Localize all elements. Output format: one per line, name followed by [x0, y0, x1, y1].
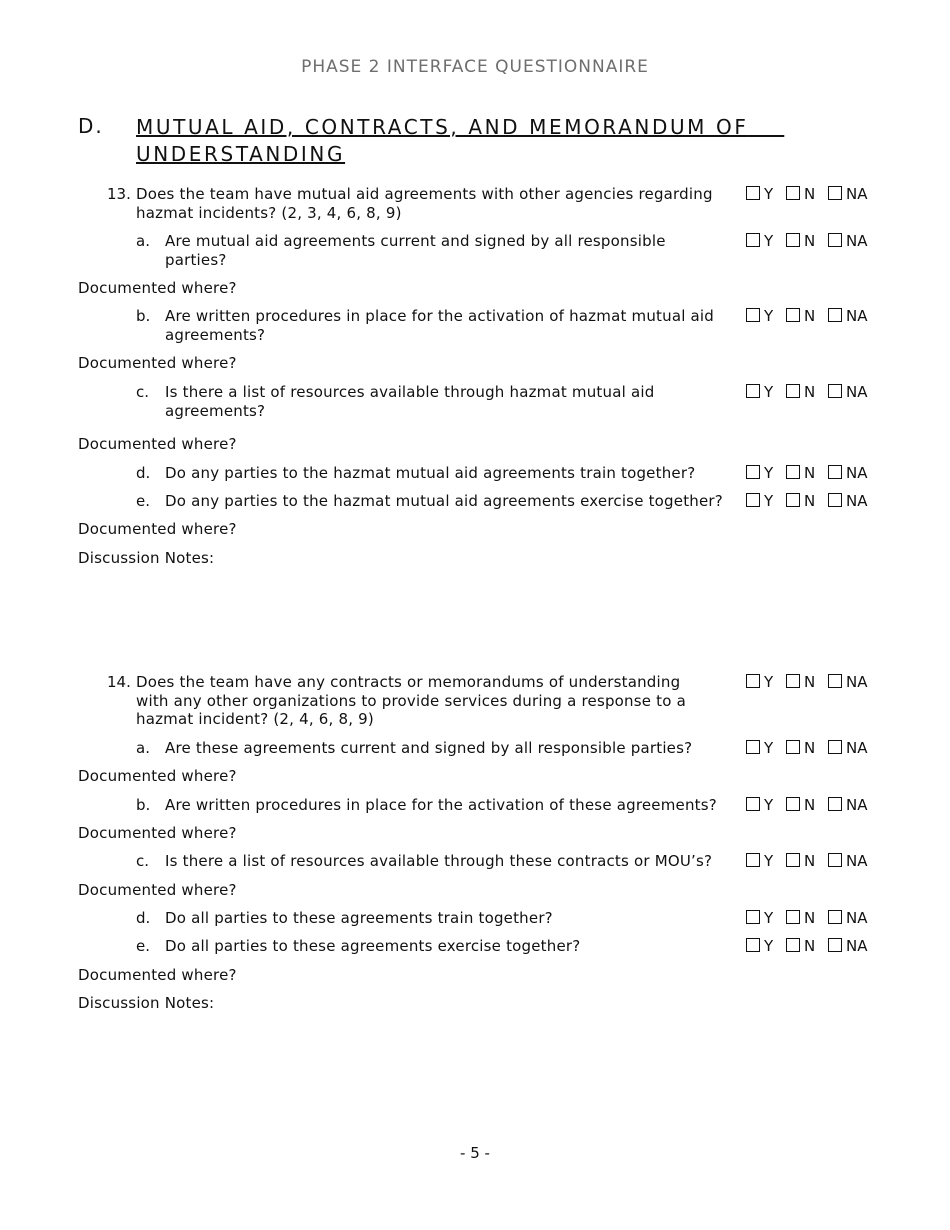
question-14-number: 14.	[107, 673, 131, 691]
na-checkbox[interactable]	[828, 797, 842, 811]
yes-label: Y	[764, 307, 774, 325]
na-label: NA	[846, 796, 868, 814]
page-header: PHASE 2 INTERFACE QUESTIONNAIRE	[301, 57, 649, 77]
sub-letter: e.	[136, 937, 150, 955]
no-checkbox[interactable]	[786, 910, 800, 924]
no-label: N	[804, 492, 816, 510]
sub-letter: a.	[136, 232, 150, 250]
question-14-text: Does the team have any contracts or memorandums of understanding with any other organizations to provide services during a response to a hazmat incident? (2, 4, 6, 8, 9)	[136, 673, 686, 728]
na-label: NA	[846, 383, 868, 401]
na-checkbox[interactable]	[828, 674, 842, 688]
yes-checkbox[interactable]	[746, 674, 760, 688]
na-checkbox[interactable]	[828, 308, 842, 322]
yes-checkbox[interactable]	[746, 493, 760, 507]
yes-checkbox[interactable]	[746, 740, 760, 754]
sub-letter: c.	[136, 852, 150, 870]
page-number: - 5 -	[460, 1144, 490, 1162]
no-label: N	[804, 937, 816, 955]
na-label: NA	[846, 909, 868, 927]
sub-question-text: Do any parties to the hazmat mutual aid agreements train together?	[165, 464, 696, 482]
discussion-notes-label: Discussion Notes:	[78, 994, 215, 1012]
question-13-text: Does the team have mutual aid agreements with other agencies regarding hazmat incidents? (2, 3, 4, 6, 8, 9)	[136, 185, 713, 222]
sub-letter: a.	[136, 739, 150, 757]
yn-options	[746, 232, 876, 250]
no-checkbox[interactable]	[786, 938, 800, 952]
no-label: N	[804, 307, 816, 325]
sub-letter: e.	[136, 492, 150, 510]
yes-label: Y	[764, 673, 774, 691]
no-label: N	[804, 232, 816, 250]
na-checkbox[interactable]	[828, 938, 842, 952]
documented-where-label: Documented where?	[78, 435, 237, 453]
na-checkbox[interactable]	[828, 233, 842, 247]
no-checkbox[interactable]	[786, 674, 800, 688]
yes-checkbox[interactable]	[746, 853, 760, 867]
sub-letter: d.	[136, 909, 151, 927]
yes-label: Y	[764, 185, 774, 203]
no-label: N	[804, 383, 816, 401]
no-label: N	[804, 464, 816, 482]
yes-checkbox[interactable]	[746, 465, 760, 479]
sub-question-text: Are written procedures in place for the activation of hazmat mutual aid agreements?	[165, 307, 715, 344]
yn-options	[746, 796, 876, 814]
yn-options	[746, 464, 876, 482]
no-checkbox[interactable]	[786, 493, 800, 507]
yes-checkbox[interactable]	[746, 910, 760, 924]
na-checkbox[interactable]	[828, 740, 842, 754]
yes-checkbox[interactable]	[746, 186, 760, 200]
yn-options	[746, 909, 876, 927]
documented-where-label: Documented where?	[78, 881, 237, 899]
no-label: N	[804, 852, 816, 870]
no-checkbox[interactable]	[786, 797, 800, 811]
documented-where-label: Documented where?	[78, 966, 237, 984]
documented-where-label: Documented where?	[78, 520, 237, 538]
sub-letter: b.	[136, 307, 151, 325]
na-label: NA	[846, 739, 868, 757]
no-label: N	[804, 673, 816, 691]
no-checkbox[interactable]	[786, 308, 800, 322]
sub-letter: d.	[136, 464, 151, 482]
sub-question-text: Is there a list of resources available through these contracts or MOU’s?	[165, 852, 713, 870]
sub-question-text: Do all parties to these agreements train together?	[165, 909, 553, 927]
na-label: NA	[846, 185, 868, 203]
documented-where-label: Documented where?	[78, 279, 237, 297]
yes-checkbox[interactable]	[746, 308, 760, 322]
section-title	[136, 114, 786, 168]
yn-options	[746, 492, 876, 510]
na-checkbox[interactable]	[828, 384, 842, 398]
no-checkbox[interactable]	[786, 384, 800, 398]
discussion-notes-label: Discussion Notes:	[78, 549, 215, 567]
sub-letter: c.	[136, 383, 150, 401]
sub-question-text: Do all parties to these agreements exercise together?	[165, 937, 581, 955]
na-label: NA	[846, 232, 868, 250]
yn-options	[746, 739, 876, 757]
yes-checkbox[interactable]	[746, 938, 760, 952]
na-label: NA	[846, 492, 868, 510]
documented-where-label: Documented where?	[78, 767, 237, 785]
yes-label: Y	[764, 739, 774, 757]
yes-label: Y	[764, 937, 774, 955]
yn-options	[746, 185, 876, 203]
no-checkbox[interactable]	[786, 740, 800, 754]
question-13-number: 13.	[107, 185, 131, 203]
yes-checkbox[interactable]	[746, 797, 760, 811]
na-checkbox[interactable]	[828, 910, 842, 924]
na-checkbox[interactable]	[828, 186, 842, 200]
no-checkbox[interactable]	[786, 853, 800, 867]
na-label: NA	[846, 307, 868, 325]
sub-letter: b.	[136, 796, 151, 814]
yn-options	[746, 307, 876, 325]
no-label: N	[804, 909, 816, 927]
yn-options	[746, 383, 876, 401]
sub-question-text: Is there a list of resources available through hazmat mutual aid agreements?	[165, 383, 655, 420]
yes-label: Y	[764, 492, 774, 510]
no-checkbox[interactable]	[786, 465, 800, 479]
sub-question-text: Are mutual aid agreements current and signed by all responsible parties?	[165, 232, 666, 269]
no-checkbox[interactable]	[786, 233, 800, 247]
yes-label: Y	[764, 852, 774, 870]
yes-label: Y	[764, 232, 774, 250]
yes-label: Y	[764, 909, 774, 927]
no-checkbox[interactable]	[786, 186, 800, 200]
na-label: NA	[846, 852, 868, 870]
yn-options	[746, 673, 876, 691]
sub-question-text: Are written procedures in place for the activation of these agreements?	[165, 796, 717, 814]
yes-label: Y	[764, 796, 774, 814]
yes-checkbox[interactable]	[746, 233, 760, 247]
na-label: NA	[846, 673, 868, 691]
no-label: N	[804, 796, 816, 814]
section-title-line-1: MUTUAL AID, CONTRACTS, AND MEMORANDUM OF	[136, 115, 749, 139]
no-label: N	[804, 185, 816, 203]
na-checkbox[interactable]	[828, 493, 842, 507]
documented-where-label: Documented where?	[78, 824, 237, 842]
na-checkbox[interactable]	[828, 465, 842, 479]
section-title-line-2: UNDERSTANDING	[136, 142, 346, 166]
yes-label: Y	[764, 383, 774, 401]
yes-label: Y	[764, 464, 774, 482]
documented-where-label: Documented where?	[78, 354, 237, 372]
na-checkbox[interactable]	[828, 853, 842, 867]
no-label: N	[804, 739, 816, 757]
na-label: NA	[846, 937, 868, 955]
na-label: NA	[846, 464, 868, 482]
section-letter: D.	[78, 114, 104, 138]
sub-question-text: Are these agreements current and signed by all responsible parties?	[165, 739, 693, 757]
sub-question-text: Do any parties to the hazmat mutual aid agreements exercise together?	[165, 492, 723, 510]
yn-options	[746, 937, 876, 955]
yn-options	[746, 852, 876, 870]
yes-checkbox[interactable]	[746, 384, 760, 398]
